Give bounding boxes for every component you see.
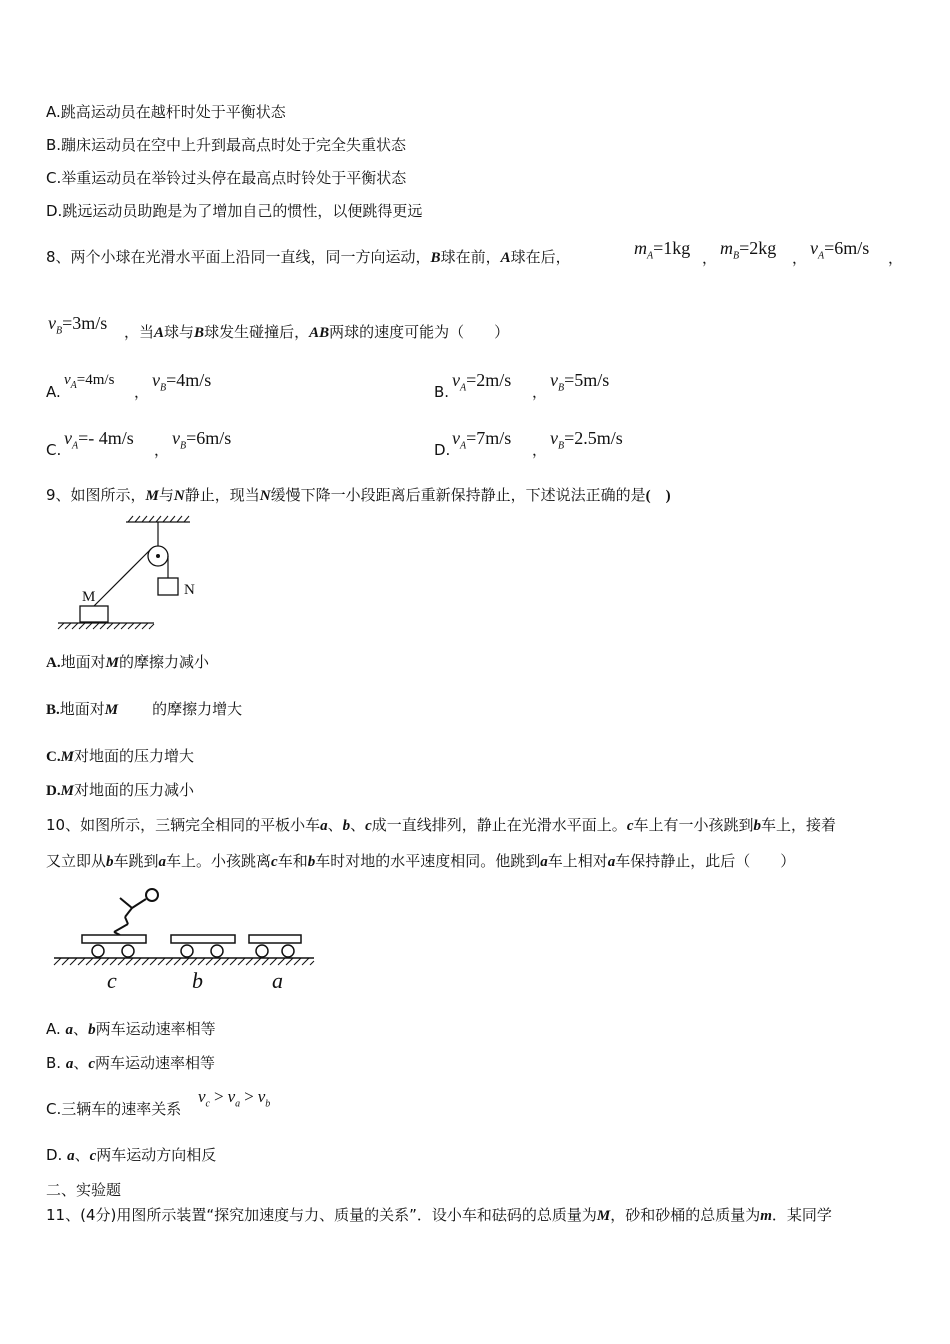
q8-comma-1: ， [702, 249, 718, 267]
q10-stem-line1: 10、如图所示，三辆完全相同的平板小车a、b、c成一直线排列，静止在光滑水平面上。c车上有一小孩跳到b车上，接着 [46, 816, 837, 834]
q7-option-d: D.跳远运动员助跑是为了增加自己的惯性，以便跳得更远 [46, 202, 423, 220]
section-heading: 二、实验题 [46, 1181, 122, 1199]
cart-b [171, 935, 235, 943]
label-m: M [82, 589, 96, 605]
q10-option-d: D. a、c两车运动方向相反 [46, 1146, 217, 1164]
q8-option-d-label: D. [434, 441, 451, 459]
q8-option-b-label: B. [434, 383, 450, 401]
q8-option-d-va: $v_A=7m/s$ [452, 428, 512, 452]
cart-a [249, 935, 301, 943]
q8-option-b-vb: $v_B=5m/s$ [550, 370, 610, 394]
label-cart-c: c [107, 968, 117, 993]
q8-option-c-vb: $v_B=6m/s$ [172, 428, 232, 452]
block-m [80, 606, 108, 622]
q8-option-a-label: A. [46, 383, 61, 401]
q9-option-c: C.M对地面的压力增大 [46, 747, 194, 765]
q8-stem-line1: 8、两个小球在光滑水平面上沿同一直线，同一方向运动，B球在前，A球在后， [46, 248, 571, 266]
q8-option-d-vb: $v_B=2.5m/s$ [550, 428, 623, 452]
pulley-diagram [54, 514, 200, 634]
cart-c [82, 935, 146, 943]
q8-option-c-va: $v_A=-$ 4m/s [64, 428, 134, 452]
q11-stem: 11、(4分)用图所示装置“探究加速度与力、质量的关系”．设小车和砝码的总质量为M，砂和砂桶的总质量为m．某同学 [46, 1206, 832, 1224]
q8-comma-2: ， [792, 249, 808, 267]
q8-comma-3: ， [888, 249, 904, 267]
q10-option-c-label: C.三辆车的速率关系 [46, 1100, 182, 1118]
q8-option-a-va: $v_A=4m/s$ [64, 372, 115, 391]
q10-stem-line2: 又立即从b车跳到a车上。小孩跳离c车和b车时对地的水平速度相同。他跳到a车上相对a车保持静止，此后（ ） [46, 852, 796, 870]
child-figure [114, 889, 158, 935]
q9-option-d: D.M对地面的压力减小 [46, 781, 194, 799]
q8-stem-line2: ，当A球与B球发生碰撞后，AB两球的速度可能为（ ） [124, 323, 510, 341]
carts-diagram [50, 884, 320, 996]
q8-velocity-b: $v_B=3m/s$ [48, 313, 108, 337]
q9-option-b: B.地面对M 的摩擦力增大 [46, 700, 243, 718]
q8-velocity-a: $v_A=6m/s$ [810, 238, 870, 262]
q9-stem: 9、如图所示，M与N静止，现当N缓慢下降一小段距离后重新保持静止，下述说法正确的是( ) [46, 486, 671, 504]
q9-option-a: A.地面对M的摩擦力减小 [46, 653, 209, 671]
q8-option-c-comma: ， [154, 441, 170, 459]
q10-option-a: A. a、b两车运动速率相等 [46, 1020, 216, 1038]
q7-option-b: B.蹦床运动员在空中上升到最高点时处于完全失重状态 [46, 136, 407, 154]
q8-option-a-vb: $v_B=4m/s$ [152, 370, 212, 394]
q8-option-b-comma: ， [532, 383, 548, 401]
q8-option-c-label: C. [46, 441, 62, 459]
q8-option-d-comma: ， [532, 441, 548, 459]
q8-mass-b: $m_B=2kg$ [720, 238, 777, 262]
q7-option-a: A.跳高运动员在越杆时处于平衡状态 [46, 103, 286, 121]
label-cart-a: a [272, 968, 283, 993]
block-n [158, 578, 178, 595]
q10-option-c-relation: $v_c > v_a > v_b$ [198, 1087, 271, 1110]
label-n: N [184, 582, 195, 598]
q8-mass-a: $m_A=1kg$ [634, 238, 691, 262]
q7-option-c: C.举重运动员在举铃过头停在最高点时铃处于平衡状态 [46, 169, 407, 187]
q8-option-a-comma: ， [134, 383, 150, 401]
label-cart-b: b [192, 968, 203, 993]
q10-option-b: B. a、c两车运动速率相等 [46, 1054, 216, 1072]
q8-option-b-va: $v_A=2m/s$ [452, 370, 512, 394]
